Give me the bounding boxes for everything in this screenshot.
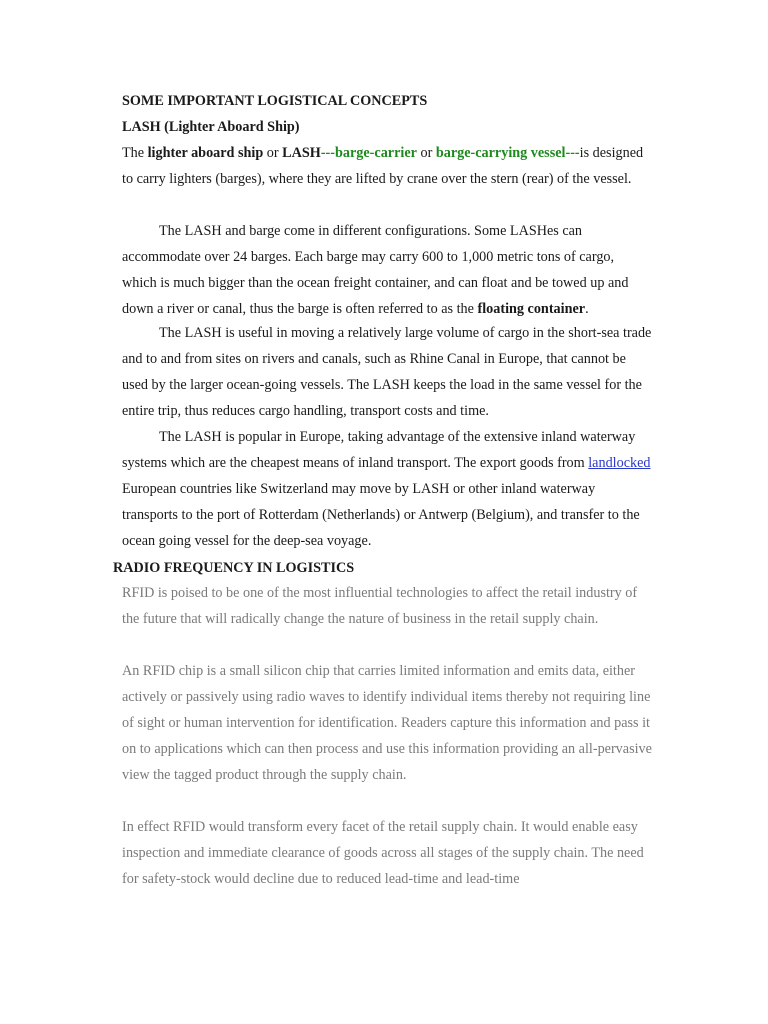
p4-before: The LASH is popular in Europe, taking advantage of the extensive inland waterway systems which are the cheapest means of inland transport. The export goods from bbox=[122, 429, 636, 471]
lash-paragraph-2 bbox=[122, 218, 652, 322]
rfid-paragraph-1: RFID is poised to be one of the most influential technologies to affect the retail industry of the future that will radically change the nature of business in the retail supply chain. bbox=[122, 585, 638, 627]
p2-text: The LASH and barge come in different configurations. Some LASHes can accommodate over 24 barges. Each barge may carry 600 to 1,000 metric tons of cargo, which is much bigger than the ocean freight container, and can float and be towed up and down a river or canal, thus the barge is often referred to as the bbox=[122, 223, 629, 317]
p1-dashes-2: --- bbox=[565, 145, 580, 161]
rfid-paragraph-3: In effect RFID would transform every facet of the retail supply chain. It would enable easy inspection and immediate clearance of goods across all stages of the supply chain. The need for safety-stock would decline due to reduced lead-time and lead-time bbox=[122, 819, 644, 887]
lash-paragraph-4 bbox=[122, 424, 652, 554]
p4-after: European countries like Switzerland may move by LASH or other inland waterway transports to the port of Rotterdam (Netherlands) or Antwerp (Belgium), and transfer to the ocean going vessel for the deep-sea voyage. bbox=[122, 481, 640, 549]
lash-term: LASH bbox=[282, 145, 321, 161]
lash-heading: LASH (Lighter Aboard Ship) bbox=[122, 119, 300, 135]
barge-carrier-term: barge-carrier bbox=[335, 145, 417, 161]
p1-or-1: or bbox=[263, 145, 283, 161]
lighter-aboard-ship-term: lighter aboard ship bbox=[147, 145, 264, 161]
page-title: SOME IMPORTANT LOGISTICAL CONCEPTS bbox=[122, 93, 428, 109]
landlocked-link[interactable]: landlocked bbox=[588, 455, 651, 471]
rfid-heading: RADIO FREQUENCY IN LOGISTICS bbox=[113, 560, 355, 576]
p1-rest: is designed to carry lighters (barges), where they are lifted by crane over the stern (rear) of the vessel. bbox=[122, 145, 644, 187]
p1-or-2: or bbox=[416, 145, 436, 161]
rfid-paragraph-2: An RFID chip is a small silicon chip that carries limited information and emits data, either actively or passively using radio waves to identify individual items thereby not requiring line of sight or human intervention for identification. Readers capture this information and pass it on to applications which can then process and use this information providing an all-pervasive view the tagged product through the supply chain. bbox=[122, 663, 652, 783]
floating-container-term: floating container bbox=[477, 301, 586, 317]
p1-the: The bbox=[122, 145, 148, 161]
lash-paragraph-3: The LASH is useful in moving a relatively large volume of cargo in the short-sea trade and to and from sites on rivers and canals, such as Rhine Canal in Europe, that cannot be used by the larger ocean-going vessels. The LASH keeps the load in the same vessel for the entire trip, thus reduces cargo handling, transport costs and time. bbox=[122, 325, 652, 419]
lash-paragraph-1 bbox=[122, 140, 652, 192]
p2-end: . bbox=[585, 301, 589, 317]
barge-carrying-vessel-term: barge-carrying vessel bbox=[435, 145, 566, 161]
p1-dashes-1: --- bbox=[320, 145, 335, 161]
